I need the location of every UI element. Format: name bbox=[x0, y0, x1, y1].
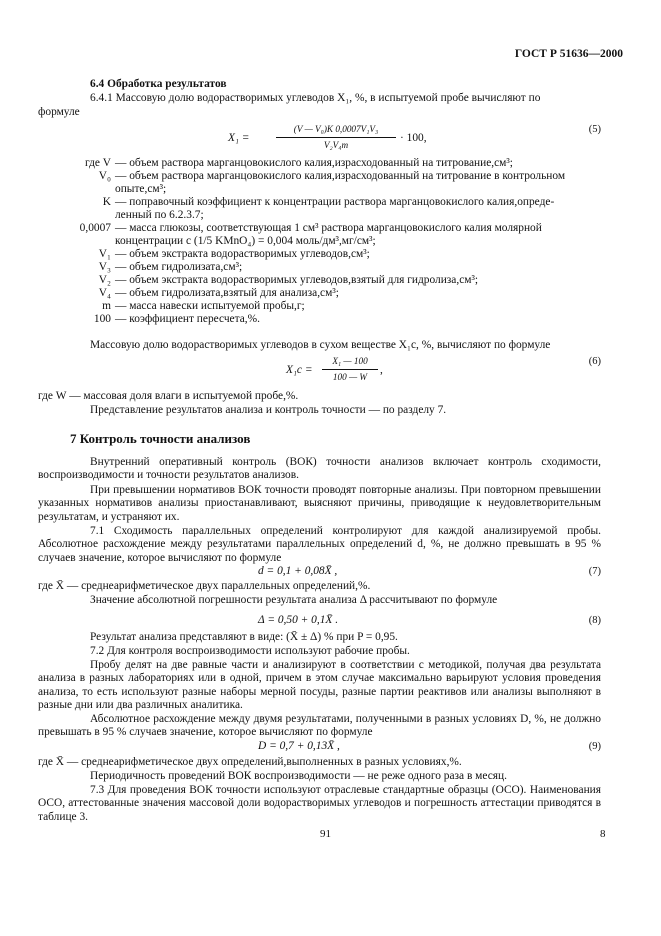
page-number: 91 bbox=[320, 828, 331, 840]
reference-section-7: Представление результатов анализа и контроль точности — по разделу 7. bbox=[90, 404, 447, 416]
formula-5-tail: · 100, bbox=[400, 132, 427, 144]
def-symbol bbox=[38, 183, 115, 196]
formula-7-number: (7) bbox=[588, 566, 601, 577]
def-text: — коэффициент пересчета,%. bbox=[115, 313, 260, 325]
formula-5-fraction-line bbox=[276, 137, 396, 138]
definition-row bbox=[38, 287, 613, 300]
def-text: концентрации c (1/5 KMnO₄) = 0,004 моль/дм³,мг/см³; bbox=[115, 235, 376, 247]
section-6-4-title: 6.4 Обработка результатов bbox=[90, 78, 227, 90]
para-7-2-discrepancy: Абсолютное расхождение между двумя результатами, полученными в разных условиях D, %, не должно превышать в 95 % случаев значение, которое вычисляют по формуле bbox=[38, 713, 601, 739]
formula-9-number: (9) bbox=[588, 741, 601, 752]
def-text: — объем гидролизата,взятый для анализа,см³; bbox=[115, 287, 339, 299]
section-7-title: 7 Контроль точности анализов bbox=[70, 431, 251, 446]
para-7-intro: Внутренний оперативный контроль (ВОК) точности анализов включает контроль сходимости, воспроизводимости и точности результатов анализов. bbox=[38, 456, 601, 482]
def-symbol bbox=[38, 209, 115, 222]
para-7-2-method: Пробу делят на две равные части и анализируют в соответствии с методикой, получая два результата анализа в разных лабораториях или в одной, причем в этом случае максимально варьируют условия проведения анализа, то есть используют разные наборы мерной посуды, разные партии реактивов или анализы выполняют в разные дни или два различных аналитика. bbox=[38, 659, 601, 711]
def-symbol: K bbox=[102, 196, 111, 208]
definition-row bbox=[38, 170, 613, 183]
def-symbol: V₁ bbox=[98, 248, 111, 260]
def-symbol: m bbox=[102, 300, 111, 312]
formula-6-lhs: X₁с = bbox=[286, 364, 313, 376]
def-text: — объем раствора марганцовокислого калия,израсходованный на титрование,см³; bbox=[115, 157, 513, 169]
formula-6-denominator: 100 — W bbox=[332, 372, 368, 382]
def-symbol: 100 bbox=[93, 313, 111, 325]
def-symbol: V₃ bbox=[98, 261, 111, 273]
def-text: опыте,см³; bbox=[115, 183, 167, 195]
standard-header: ГОСТ Р 51636—2000 bbox=[514, 48, 623, 60]
formula-5-lhs: X₁ = bbox=[228, 132, 250, 144]
para-result-form: Результат анализа представляют в виде: (X̄ ± Δ) % при P = 0,95. bbox=[90, 631, 398, 643]
definition-row bbox=[38, 209, 613, 222]
def-text: — объем раствора марганцовокислого калия,израсходованный на титрование в контрольном bbox=[115, 170, 566, 182]
def-text: — масса глюкозы, соответствующая 1 см³ раствора марганцовокислого калия молярной bbox=[115, 222, 542, 234]
def-text: — объем экстракта водорастворимых углеводов,взятый для гидролиза,см³; bbox=[115, 274, 479, 286]
def-symbol: где V bbox=[84, 157, 111, 169]
formula-9: D = 0,7 + 0,13X̄ , bbox=[258, 740, 340, 752]
para-dry-matter: Массовую долю водорастворимых углеводов в сухом веществе X₁с, %, вычисляют по формуле bbox=[90, 339, 551, 351]
variable-definitions bbox=[38, 157, 613, 326]
formula-6-number: (6) bbox=[588, 356, 601, 367]
definition-row bbox=[38, 274, 613, 287]
where-9: где X̄ — среднеарифметическое двух определений,выполненных в разных условиях,%. bbox=[38, 756, 462, 768]
definition-row bbox=[38, 235, 613, 248]
formula-6-numerator: X₁ — 100 bbox=[332, 356, 368, 366]
definition-row bbox=[38, 300, 613, 313]
para-abs-error: Значение абсолютной погрешности результата анализа Δ рассчитывают по формуле bbox=[90, 594, 498, 606]
definition-row bbox=[38, 248, 613, 261]
formula-7: d = 0,1 + 0,08X̄ , bbox=[258, 565, 338, 577]
def-text: — поправочный коэффициент к концентрации раствора марганцовокислого калия,опреде- bbox=[115, 196, 555, 208]
formula-8: Δ = 0,50 + 0,1X̄ . bbox=[258, 614, 339, 626]
definition-row bbox=[38, 157, 613, 170]
para-7-repeat: При превышении нормативов ВОК точности проводят повторные анализы. При повторном превышении указанных нормативов анализы приостанавливают, выясняют причины, приводящие к неудовлетворительным результатам, и устраняют их. bbox=[38, 484, 601, 523]
formula-5-numerator: (V — V₀)K 0,0007V₁V₃ bbox=[293, 124, 379, 134]
para-7-1: 7.1 Сходимость параллельных определений контролируют для каждой анализируемой пробы. Абсолютное расхождение между результатами параллельных определений d, %, не должно превышать в 95 % случаев значение, которое вычисляют по формуле bbox=[38, 525, 601, 564]
formula-5-denominator: V₂V₄m bbox=[323, 140, 349, 150]
def-symbol: V₀ bbox=[98, 170, 111, 182]
definition-row bbox=[38, 196, 613, 209]
sheet-number: 8 bbox=[600, 828, 606, 840]
def-symbol bbox=[38, 235, 115, 248]
def-text: ленный по 6.2.3.7; bbox=[115, 209, 204, 221]
para-6-4-1-line2: формуле bbox=[38, 106, 80, 118]
formula-6-tail: , bbox=[380, 364, 383, 376]
def-text: — масса навески испытуемой пробы,г; bbox=[115, 300, 305, 312]
definition-row bbox=[38, 222, 613, 235]
def-symbol: V₄ bbox=[98, 287, 111, 299]
formula-6-fraction-line bbox=[322, 369, 378, 370]
definition-row bbox=[38, 183, 613, 196]
para-6-4-1-line1: 6.4.1 Массовую долю водорастворимых углеводов X₁, %, в испытуемой пробе вычисляют по bbox=[90, 92, 541, 104]
para-7-3: 7.3 Для проведения ВОК точности используют отраслевые стандартные образцы (ОСО). Наименования ОСО, аттестованные значения массовой доли водорастворимых углеводов и погрешность аттестации приводятся в таблице 3. bbox=[38, 784, 601, 823]
para-periodicity: Периодичность проведений ВОК воспроизводимости — не реже одного раза в месяц. bbox=[90, 770, 507, 782]
definition-row bbox=[38, 261, 613, 274]
para-7-2: 7.2 Для контроля воспроизводимости используют рабочие пробы. bbox=[90, 645, 410, 657]
def-symbol: 0,0007 bbox=[79, 222, 111, 234]
definition-row bbox=[38, 313, 613, 326]
def-symbol: V₂ bbox=[98, 274, 111, 286]
where-7: где X̄ — среднеарифметическое двух параллельных определений,%. bbox=[38, 580, 371, 592]
formula-5-number: (5) bbox=[588, 124, 601, 135]
def-text: — объем гидролизата,см³; bbox=[115, 261, 243, 273]
where-w: где W — массовая доля влаги в испытуемой пробе,%. bbox=[38, 390, 299, 402]
formula-8-number: (8) bbox=[588, 615, 601, 626]
def-text: — объем экстракта водорастворимых углеводов,см³; bbox=[115, 248, 370, 260]
